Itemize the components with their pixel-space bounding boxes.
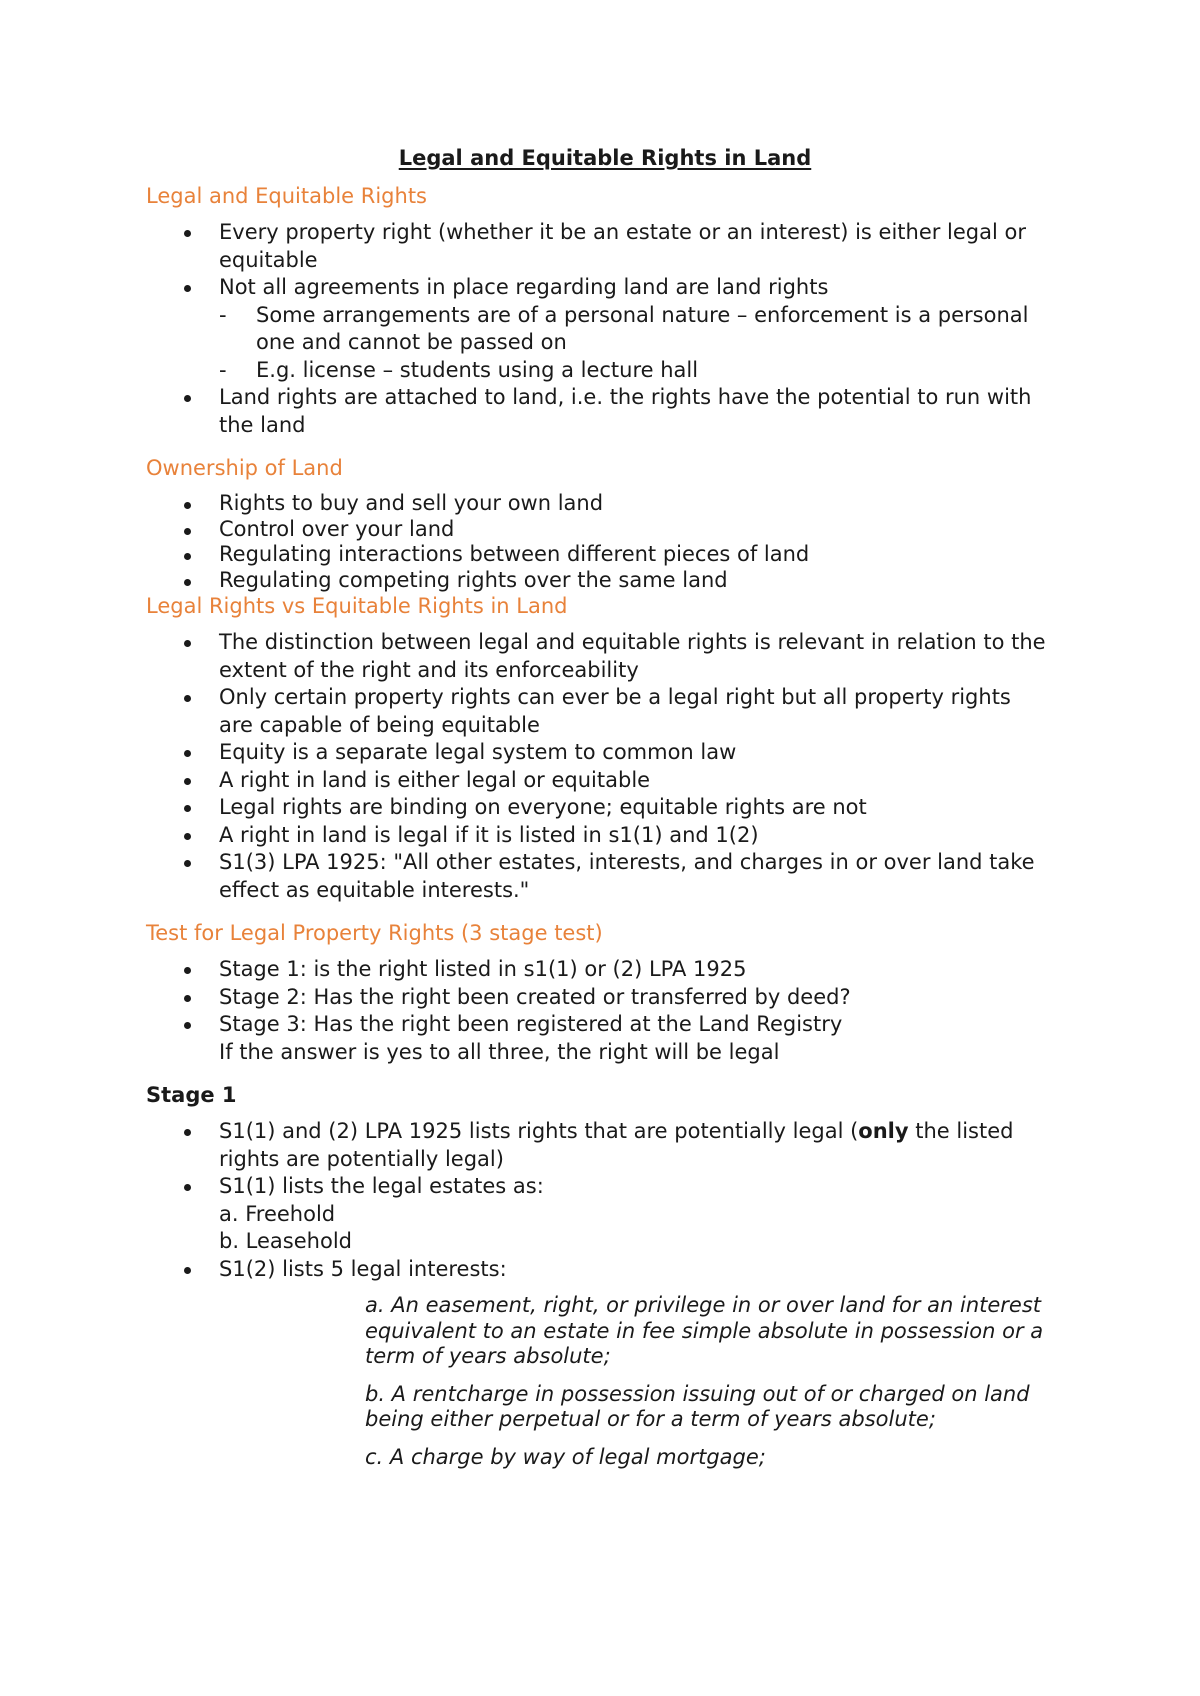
list-item-text: S1(2) lists 5 legal interests:: [219, 1256, 507, 1281]
list-item: [146, 384, 1050, 439]
list-item-text: Land rights are attached to land, i.e. the rights have the potential to run with the land: [219, 385, 1032, 437]
legal-interests-quote: [365, 1293, 1050, 1470]
list-item: [146, 1118, 1050, 1173]
sub-list-item: [219, 302, 1050, 357]
list-item: [146, 849, 1050, 904]
list-item: [146, 274, 1050, 384]
quote-paragraph: a. An easement, right, or privilege in or over land for an interest equivalent to an estate in fee simple absolute in possession or a term of years absolute;: [365, 1293, 1044, 1368]
list-item: [146, 956, 1050, 984]
list-item-text: Regulating interactions between different pieces of land: [219, 542, 810, 566]
list-item-text: Rights to buy and sell your own land: [219, 491, 604, 515]
section-heading-ownership: Ownership of Land: [146, 456, 343, 480]
list-item-text: S1(1) lists the legal estates as:: [219, 1174, 544, 1198]
list-item: [146, 1173, 1050, 1256]
list-item-text: Equity is a separate legal system to common law: [219, 740, 737, 764]
sub-list: [219, 302, 1050, 385]
list-item: [146, 629, 1050, 684]
list-item-text: The distinction between legal and equitable rights is relevant in relation to the extent of the right and its enforceability: [219, 630, 1046, 682]
list-item: [146, 984, 1050, 1012]
section-heading-legal-equitable: Legal and Equitable Rights: [146, 184, 427, 208]
list-item: [146, 794, 1050, 822]
list-item-text: Legal rights are binding on everyone; equitable rights are not: [219, 795, 867, 819]
estate-leasehold: b. Leasehold: [219, 1229, 352, 1253]
list-item-text: A right in land is either legal or equitable: [219, 767, 651, 792]
list-item-text: A right in land is legal if it is listed in s1(1) and 1(2): [219, 822, 759, 847]
list-item: [146, 684, 1050, 739]
quote-paragraph: b. A rentcharge in possession issuing out of or charged on land being either perpetual or for a term of years absolute;: [365, 1381, 1030, 1431]
list-item: [146, 219, 1050, 274]
test-list: [146, 956, 1050, 1066]
section-heading-test: Test for Legal Property Rights (3 stage test): [146, 921, 603, 945]
quote-paragraph: c. A charge by way of legal mortgage;: [365, 1444, 766, 1469]
list-item-text: Regulating competing rights over the same land: [219, 567, 728, 592]
list-item: [146, 739, 1050, 767]
estate-freehold: a. Freehold: [219, 1201, 336, 1226]
list-item-text: Not all agreements in place regarding land are land rights: [219, 275, 829, 299]
list-item: [146, 568, 1050, 594]
list-item-text-part: S1(1) and (2) LPA 1925 lists rights that are potentially legal (: [219, 1119, 859, 1143]
list-item-text: Stage 3: Has the right been registered at the Land Registry: [219, 1012, 843, 1036]
list-item-text: S1(3) LPA 1925: "All other estates, interests, and charges in or over land take effect as equitable interests.": [219, 850, 1035, 902]
list-item: [146, 1011, 1050, 1066]
sub-list-item-text: E.g. license – students using a lecture hall: [256, 357, 699, 382]
list-item-text: Every property right (whether it be an estate or an interest) is either legal or equitable: [219, 220, 1026, 272]
list-item: [146, 542, 1050, 568]
list-item-text: Stage 2: Has the right been created or transferred by deed?: [219, 984, 851, 1009]
sub-list-item: [219, 357, 1050, 385]
document-title: Legal and Equitable Rights in Land: [398, 146, 812, 170]
list-item: [146, 517, 1050, 543]
list-item: [146, 822, 1050, 850]
list-item-text-part: the listed rights are potentially legal): [219, 1119, 1014, 1171]
list-item-text: Only certain property rights can ever be a legal right but all property rights are capable of being equitable: [219, 685, 1011, 737]
section-heading-stage1: Stage 1: [146, 1083, 237, 1107]
list-item: [146, 491, 1050, 517]
list-item-text: Stage 1: is the right listed in s1(1) or (2) LPA 1925: [219, 957, 747, 981]
emphasis-only: only: [858, 1119, 909, 1143]
dash-marker: -: [219, 302, 227, 327]
stage1-list: [146, 1118, 1050, 1283]
list-item: [146, 767, 1050, 795]
ownership-list: [146, 491, 1050, 593]
section-heading-legal-vs-equitable: Legal Rights vs Equitable Rights in Land: [146, 594, 568, 618]
list-item: [146, 1256, 1050, 1284]
list-item-text: Control over your land: [219, 516, 455, 541]
legal-equitable-list: [146, 219, 1050, 439]
sub-list-item-text: Some arrangements are of a personal nature – enforcement is a personal one and cannot be passed on: [256, 302, 1029, 354]
dash-marker: -: [219, 357, 227, 382]
test-conclusion-note: If the answer is yes to all three, the right will be legal: [219, 1039, 780, 1064]
legal-vs-equitable-list: [146, 629, 1050, 904]
